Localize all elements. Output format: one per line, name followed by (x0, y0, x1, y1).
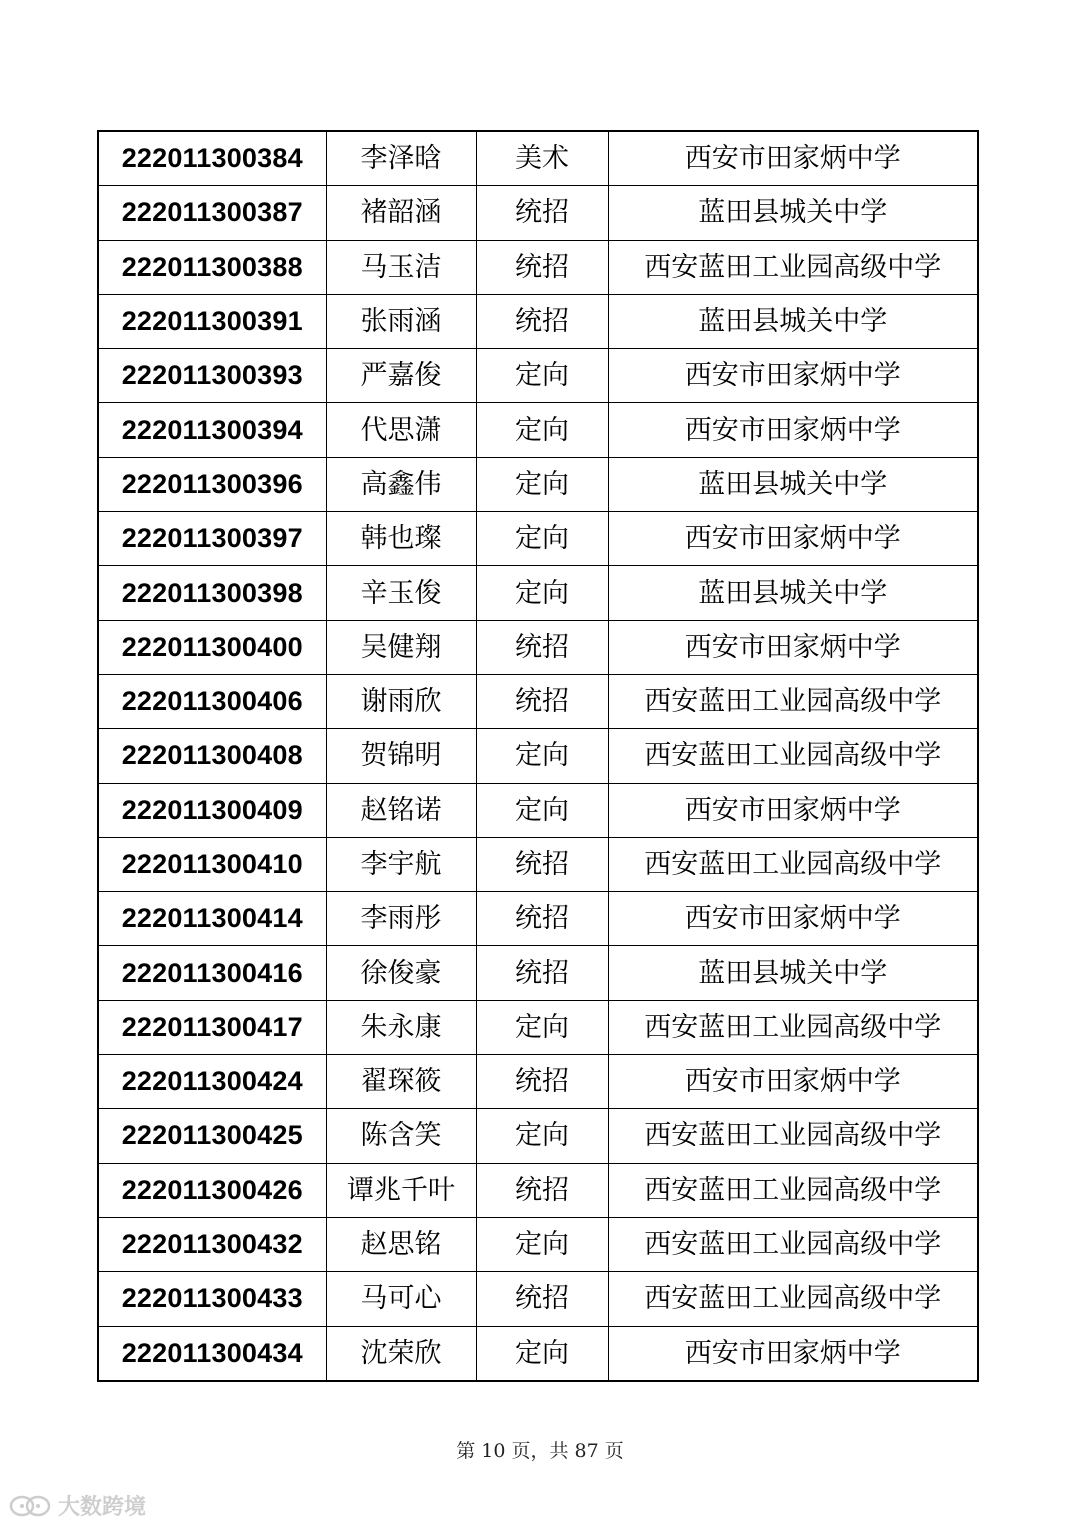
student-id-cell: 222011300433 (98, 1272, 326, 1326)
table-row (98, 1326, 978, 1381)
school-cell: 西安蓝田工业园高级中学 (608, 674, 978, 728)
table-row (98, 1272, 978, 1326)
admission-type-cell: 统招 (476, 620, 608, 674)
school-cell: 蓝田县城关中学 (608, 186, 978, 240)
table-row (98, 729, 978, 783)
student-name-cell: 张雨涵 (326, 294, 476, 348)
student-name-cell: 赵铭诺 (326, 783, 476, 837)
admission-type-cell: 定向 (476, 566, 608, 620)
student-id-cell: 222011300400 (98, 620, 326, 674)
admission-type-cell: 定向 (476, 1217, 608, 1271)
student-name-cell: 徐俊豪 (326, 946, 476, 1000)
student-id-cell: 222011300414 (98, 892, 326, 946)
admission-type-cell: 定向 (476, 403, 608, 457)
admission-type-cell: 定向 (476, 1000, 608, 1054)
student-id-cell: 222011300391 (98, 294, 326, 348)
student-name-cell: 辛玉俊 (326, 566, 476, 620)
table-row (98, 566, 978, 620)
student-name-cell: 严嘉俊 (326, 349, 476, 403)
student-name-cell: 李泽晗 (326, 131, 476, 186)
school-cell: 西安市田家炳中学 (608, 131, 978, 186)
school-cell: 西安市田家炳中学 (608, 1326, 978, 1381)
school-cell: 西安蓝田工业园高级中学 (608, 1217, 978, 1271)
student-id-cell: 222011300417 (98, 1000, 326, 1054)
table-row (98, 240, 978, 294)
student-id-cell: 222011300409 (98, 783, 326, 837)
student-id-cell: 222011300424 (98, 1055, 326, 1109)
school-cell: 西安蓝田工业园高级中学 (608, 1109, 978, 1163)
table-row (98, 674, 978, 728)
admission-type-cell: 统招 (476, 240, 608, 294)
admission-type-cell: 统招 (476, 946, 608, 1000)
student-id-cell: 222011300426 (98, 1163, 326, 1217)
student-name-cell: 马可心 (326, 1272, 476, 1326)
student-name-cell: 高鑫伟 (326, 457, 476, 511)
table-row (98, 512, 978, 566)
student-name-cell: 吴健翔 (326, 620, 476, 674)
table-row (98, 620, 978, 674)
admission-type-cell: 定向 (476, 783, 608, 837)
school-cell: 蓝田县城关中学 (608, 566, 978, 620)
admission-type-cell: 定向 (476, 457, 608, 511)
school-cell: 西安蓝田工业园高级中学 (608, 837, 978, 891)
school-cell: 西安蓝田工业园高级中学 (608, 240, 978, 294)
admission-type-cell: 美术 (476, 131, 608, 186)
admission-table-body (98, 131, 978, 1381)
student-id-cell: 222011300425 (98, 1109, 326, 1163)
student-id-cell: 222011300416 (98, 946, 326, 1000)
student-id-cell: 222011300394 (98, 403, 326, 457)
admission-type-cell: 统招 (476, 294, 608, 348)
student-id-cell: 222011300396 (98, 457, 326, 511)
admission-type-cell: 定向 (476, 349, 608, 403)
student-name-cell: 韩也璨 (326, 512, 476, 566)
student-name-cell: 马玉洁 (326, 240, 476, 294)
student-name-cell: 朱永康 (326, 1000, 476, 1054)
table-row (98, 131, 978, 186)
chat-bubbles-logo-icon (8, 1493, 52, 1519)
watermark-text: 大数跨境 (58, 1495, 147, 1520)
student-name-cell: 沈荣欣 (326, 1326, 476, 1381)
admission-type-cell: 定向 (476, 1326, 608, 1381)
admission-type-cell: 定向 (476, 729, 608, 783)
table-row (98, 783, 978, 837)
student-name-cell: 李宇航 (326, 837, 476, 891)
school-cell: 蓝田县城关中学 (608, 457, 978, 511)
school-cell: 西安蓝田工业园高级中学 (608, 1000, 978, 1054)
admission-type-cell: 统招 (476, 1055, 608, 1109)
student-id-cell: 222011300388 (98, 240, 326, 294)
student-id-cell: 222011300432 (98, 1217, 326, 1271)
admission-type-cell: 统招 (476, 1272, 608, 1326)
table-row (98, 1000, 978, 1054)
table-row (98, 1217, 978, 1271)
student-id-cell: 222011300387 (98, 186, 326, 240)
student-name-cell: 谭兆千叶 (326, 1163, 476, 1217)
student-name-cell: 赵思铭 (326, 1217, 476, 1271)
student-id-cell: 222011300384 (98, 131, 326, 186)
admission-type-cell: 统招 (476, 837, 608, 891)
table-row (98, 1055, 978, 1109)
student-id-cell: 222011300393 (98, 349, 326, 403)
table-row (98, 837, 978, 891)
student-name-cell: 代思潇 (326, 403, 476, 457)
table-row (98, 1163, 978, 1217)
school-cell: 西安市田家炳中学 (608, 349, 978, 403)
school-cell: 西安市田家炳中学 (608, 892, 978, 946)
table-row (98, 186, 978, 240)
page-number-footer: 第 10 页，共 87 页 (456, 1440, 624, 1462)
student-name-cell: 李雨彤 (326, 892, 476, 946)
school-cell: 西安蓝田工业园高级中学 (608, 1272, 978, 1326)
student-id-cell: 222011300406 (98, 674, 326, 728)
school-cell: 蓝田县城关中学 (608, 946, 978, 1000)
admission-type-cell: 定向 (476, 512, 608, 566)
table-row (98, 349, 978, 403)
school-cell: 西安市田家炳中学 (608, 403, 978, 457)
school-cell: 西安市田家炳中学 (608, 620, 978, 674)
student-id-cell: 222011300410 (98, 837, 326, 891)
watermark (8, 1490, 146, 1521)
student-name-cell: 褚韶涵 (326, 186, 476, 240)
admission-type-cell: 统招 (476, 186, 608, 240)
school-cell: 西安蓝田工业园高级中学 (608, 729, 978, 783)
admission-type-cell: 定向 (476, 1109, 608, 1163)
table-row (98, 1109, 978, 1163)
student-name-cell: 翟琛筱 (326, 1055, 476, 1109)
admission-type-cell: 统招 (476, 1163, 608, 1217)
student-id-cell: 222011300398 (98, 566, 326, 620)
school-cell: 西安市田家炳中学 (608, 783, 978, 837)
student-id-cell: 222011300408 (98, 729, 326, 783)
table-row (98, 294, 978, 348)
student-name-cell: 贺锦明 (326, 729, 476, 783)
table-row (98, 946, 978, 1000)
school-cell: 西安市田家炳中学 (608, 1055, 978, 1109)
table-row (98, 457, 978, 511)
table-row (98, 892, 978, 946)
school-cell: 蓝田县城关中学 (608, 294, 978, 348)
admission-table (97, 130, 979, 1382)
student-id-cell: 222011300397 (98, 512, 326, 566)
school-cell: 西安蓝田工业园高级中学 (608, 1163, 978, 1217)
table-row (98, 403, 978, 457)
admission-type-cell: 统招 (476, 892, 608, 946)
admission-type-cell: 统招 (476, 674, 608, 728)
student-name-cell: 陈含笑 (326, 1109, 476, 1163)
school-cell: 西安市田家炳中学 (608, 512, 978, 566)
student-id-cell: 222011300434 (98, 1326, 326, 1381)
student-name-cell: 谢雨欣 (326, 674, 476, 728)
